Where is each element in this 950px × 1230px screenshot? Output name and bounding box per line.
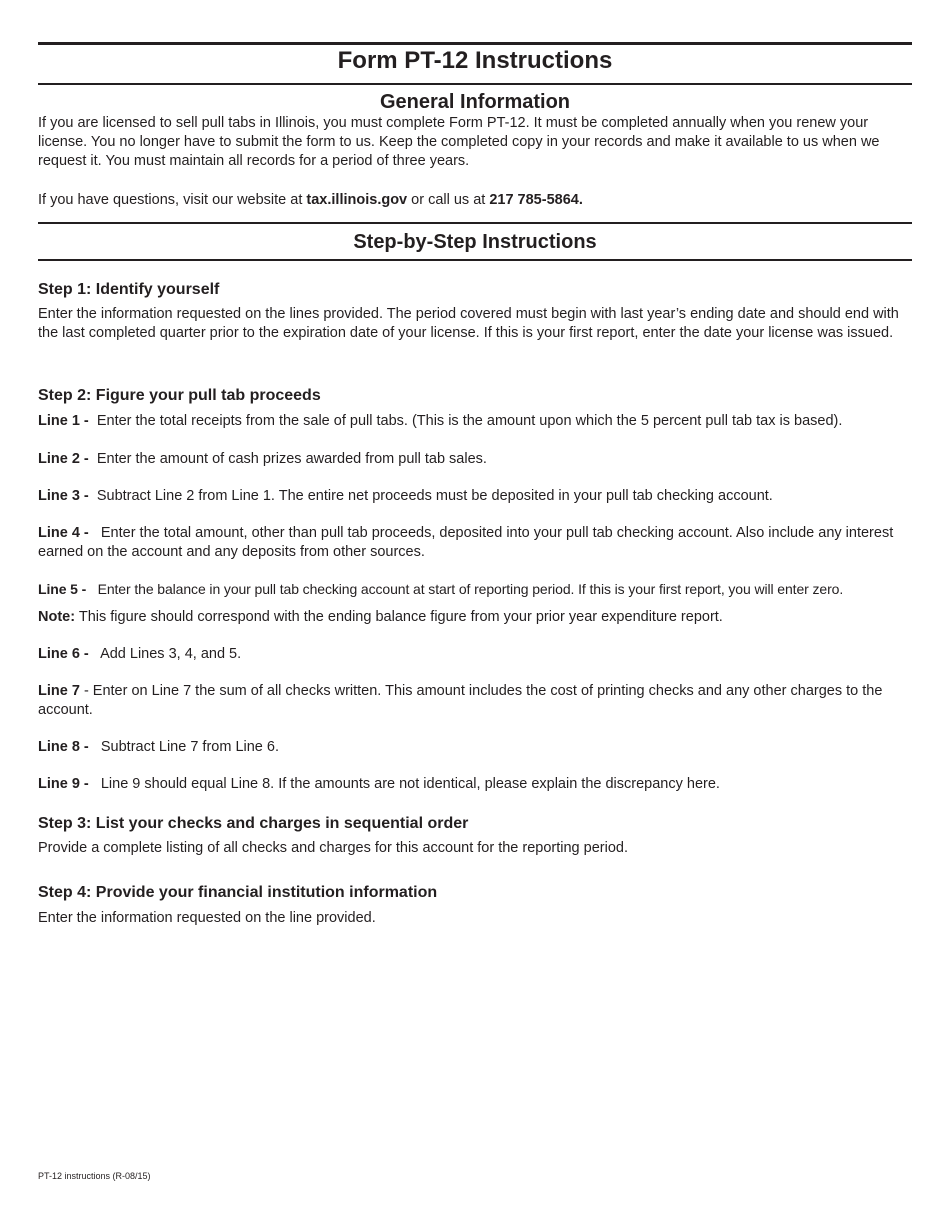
form-revision-footer: PT-12 instructions (R-08/15) <box>38 1171 151 1181</box>
contact-paragraph <box>38 191 912 210</box>
top-rule <box>38 42 912 45</box>
line-text: Add Lines 3, 4, and 5. <box>100 646 242 662</box>
line-label: Line 7 <box>38 683 80 699</box>
line-9-item <box>38 775 912 794</box>
note-item <box>38 608 912 627</box>
line-5-item <box>38 580 912 599</box>
instructions-page <box>38 0 912 1230</box>
line-4-item <box>38 524 912 562</box>
line-label: Line 9 - <box>38 776 89 792</box>
line-1-item <box>38 412 912 431</box>
line-text: Enter the total receipts from the sale of pull tabs. (This is the amount upon which the 5 percent pull tab tax is based). <box>96 413 843 429</box>
line-6-item <box>38 645 912 664</box>
line-8-item <box>38 738 912 757</box>
step-1-text: Enter the information requested on the lines provided. The period covered must begin with last year’s ending date and should end with the last completed quarter prior to the expiration date of your license. If this is your first report, enter the date your license was issued. <box>38 306 899 341</box>
website-link[interactable]: tax.illinois.gov <box>306 192 408 208</box>
line-7-item <box>38 682 912 720</box>
line-label: Line 4 - <box>38 525 89 541</box>
form-title: Form PT-12 Instructions <box>337 47 613 74</box>
line-text: Subtract Line 2 from Line 1. The entire net proceeds must be deposited in your pull tab checking account. <box>96 488 773 504</box>
note-text: This figure should correspond with the ending balance figure from your prior year expenditure report. <box>78 609 723 625</box>
instructions-top-rule <box>38 222 912 224</box>
step-2-heading: Step 2: Figure your pull tab proceeds <box>38 387 321 404</box>
line-text: Enter the amount of cash prizes awarded from pull tab sales. <box>96 451 487 467</box>
line-text: Subtract Line 7 from Line 6. <box>100 739 279 755</box>
line-label: Line 1 - <box>38 413 89 429</box>
contact-mid: or call us at <box>407 192 490 208</box>
line-label: Line 5 - <box>38 581 87 597</box>
line-label: Line 3 - <box>38 488 89 504</box>
line-label: Line 2 - <box>38 451 89 467</box>
line-label: Line 8 - <box>38 739 89 755</box>
step-3-text: Provide a complete listing of all checks and charges for this account for the reporting period. <box>38 840 628 856</box>
instructions-bottom-rule <box>38 259 912 261</box>
note-label: Note: <box>38 609 76 625</box>
step-3-heading: Step 3: List your checks and charges in sequential order <box>38 815 469 832</box>
line-text: Line 9 should equal Line 8. If the amounts are not identical, please explain the discrepancy here. <box>100 776 720 792</box>
contact-prefix: If you have questions, visit our website at <box>38 192 307 208</box>
phone-number: 217 785-5864. <box>489 192 583 208</box>
line-2-item <box>38 450 912 469</box>
line-text: Enter the total amount, other than pull tab proceeds, deposited into your pull tab checking account. Also include any interest earned on the account and any deposits from other sources. <box>38 525 894 560</box>
line-text: - Enter on Line 7 the sum of all checks written. This amount includes the cost of printing checks and any other charges to the account. <box>38 683 883 718</box>
step-1-heading: Step 1: Identify yourself <box>38 281 220 298</box>
general-information-paragraph: If you are licensed to sell pull tabs in Illinois, you must complete Form PT-12. It must be completed annually when you renew your license. You no longer have to submit the form to us. Keep the completed copy in your records and make it available to us when we request it. You must maintain all records for a period of three years. <box>38 115 880 169</box>
step-4-text: Enter the information requested on the line provided. <box>38 910 376 926</box>
line-label: Line 6 - <box>38 646 89 662</box>
line-text: Enter the balance in your pull tab checking account at start of reporting period. If this is your first report, you will enter zero. <box>97 581 844 597</box>
line-3-item <box>38 487 912 506</box>
title-rule <box>38 83 912 85</box>
step-by-step-heading: Step-by-Step Instructions <box>353 231 597 253</box>
step-4-heading: Step 4: Provide your financial institution information <box>38 884 438 901</box>
general-information-heading: General Information <box>379 91 571 113</box>
